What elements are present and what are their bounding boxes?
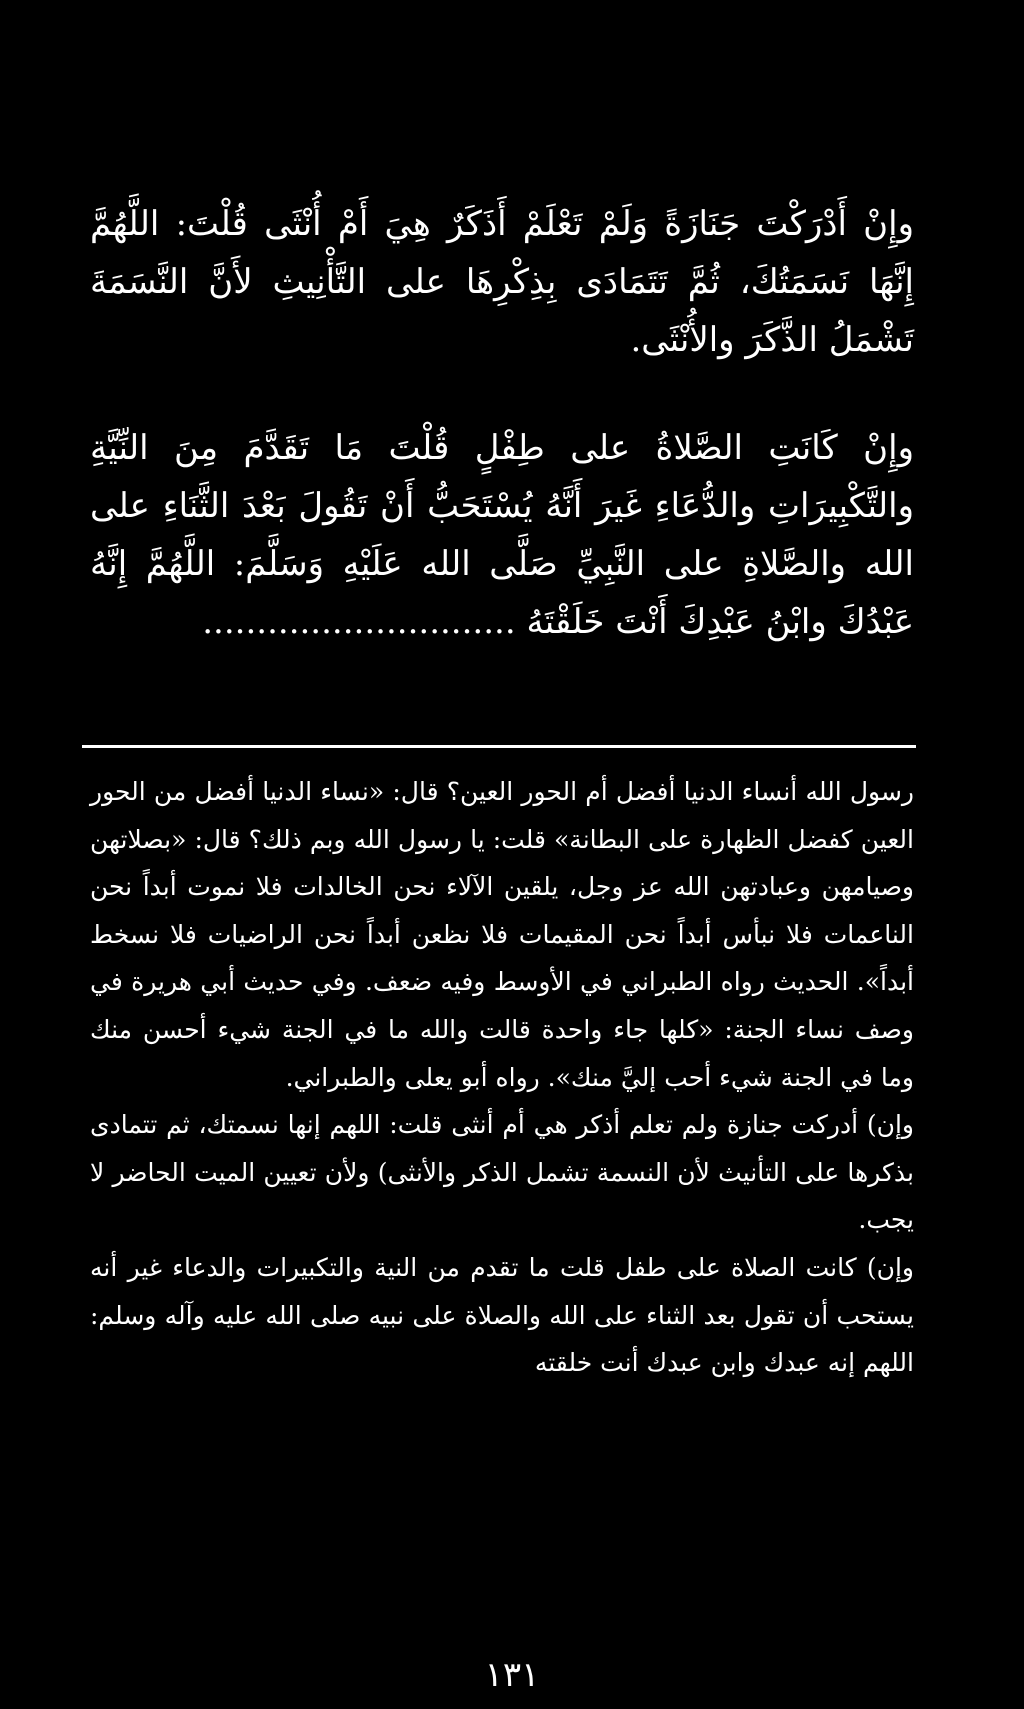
- footnote-separator: [82, 745, 916, 748]
- ellipsis-dots: .............................: [202, 602, 516, 642]
- main-text: [90, 195, 914, 651]
- main-paragraph-2: [90, 419, 914, 651]
- main-paragraph-2-text: وإِنْ كَانَتِ الصَّلاةُ على طِفْلٍ قُلْتَ مَا تَقَدَّمَ مِنَ النِّيَّةِ والتَّكْبِيرَاتِ والدُّعَاءِ غَيرَ أَنَّهُ يُسْتَحَبُّ أَنْ تَقُولَ بَعْدَ الثَّنَاءِ على الله والصَّلاةِ على النَّبِيِّ صَلَّى الله عَلَيْهِ وَسَلَّمَ: اللَّهُمَّ إِنَّهُ عَبْدُكَ وابْنُ عَبْدِكَ أَنْتَ خَلَقْتَهُ: [90, 428, 914, 642]
- main-paragraph-1: وإِنْ أَدْرَكْتَ جَنَازَةً وَلَمْ تَعْلَمْ أَذَكَرٌ هِيَ أَمْ أُنْثَى قُلْتَ: اللَّهُمَّ إِنَّهَا نَسَمَتُكَ، ثُمَّ تَتَمَادَى بِذِكْرِهَا على التَّأْنِيثِ لأَنَّ النَّسَمَةَ تَشْمَلُ الذَّكَرَ والأُنْثَى.: [90, 204, 914, 360]
- page-number: ١٣١: [484, 1655, 540, 1695]
- footnote-2: وإن) أدركت جنازة ولم تعلم أذكر هي أم أنثى قلت: اللهم إنها نسمتك، ثم تتمادى بذكرها على التأنيث لأن النسمة تشمل الذكر والأنثى) ولأن تعيين الميت الحاضر لا يجب.: [90, 1110, 914, 1235]
- footnote-1: رسول الله أنساء الدنيا أفضل أم الحور العين؟ قال: «نساء الدنيا أفضل من الحور العين كفضل الظهارة على البطانة» قلت: يا رسول الله وبم ذلك؟ قال: «بصلاتهن وصيامهن وعبادتهن الله عز وجل، يلقين الآلاء نحن الخالدات فلا نموت أبداً نحن الناعمات فلا نبأس أبداً نحن المقيمات فلا نظعن أبداً نحن الراضيات فلا نسخط أبداً». الحديث رواه الطبراني في الأوسط وفيه ضعف. وفي حديث أبي هريرة في وصف نساء الجنة: «كلها جاء واحدة قالت والله ما في الجنة شيء أحسن منك وما في الجنة شيء أحب إليَّ منك». رواه أبو يعلى والطبراني.: [90, 777, 914, 1092]
- footnote-3: وإن) كانت الصلاة على طفل قلت ما تقدم من النية والتكبيرات والدعاء غير أنه يستحب أن تقول بعد الثناء على الله والصلاة على نبيه صلى الله عليه وآله وسلم: اللهم إنه عبدك وابن عبدك أنت خلقته: [90, 1252, 914, 1378]
- footnotes: [90, 768, 914, 1387]
